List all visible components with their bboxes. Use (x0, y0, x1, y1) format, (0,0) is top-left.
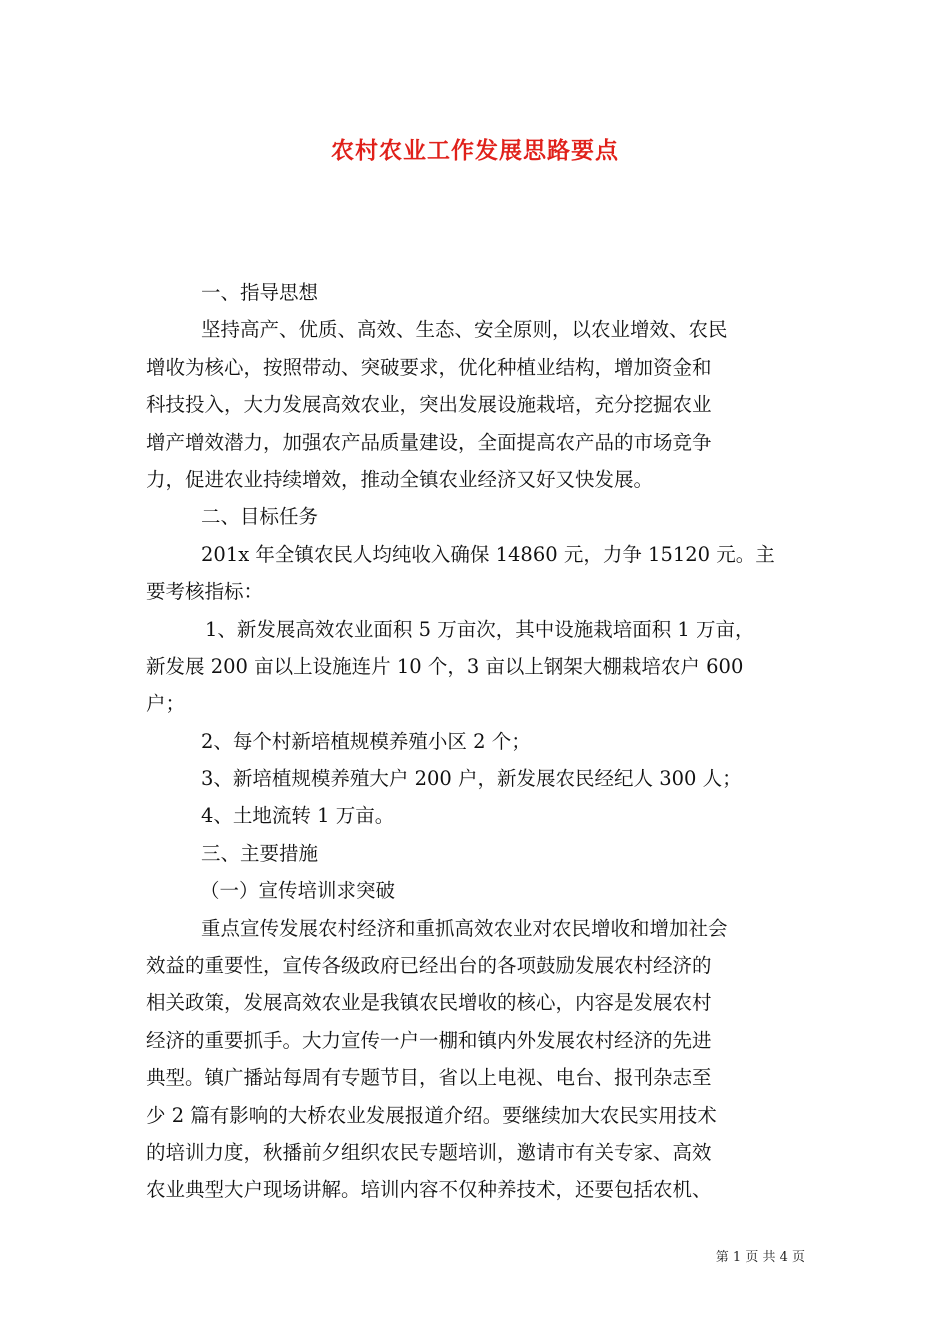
subsection-heading: （一）宣传培训求突破 (200, 879, 396, 903)
paragraph-line: 效益的重要性，宣传各级政府已经出台的各项鼓励发展农村经济的 (146, 954, 712, 978)
list-item-line: 4、土地流转 1 万亩。 (201, 804, 395, 828)
paragraph-line: 重点宣传发展农村经济和重抓高效农业对农民增收和增加社会 (201, 916, 728, 940)
paragraph-line: 坚持高产、优质、高效、生态、安全原则，以农业增效、农民 (201, 318, 728, 342)
document-title: 农村农业工作发展思路要点 (331, 137, 619, 164)
paragraph-line: 力，促进农业持续增效，推动全镇农业经济又好又快发展。 (146, 467, 654, 491)
paragraph-line: 典型。镇广播站每周有专题节目，省以上电视、电台、报刊杂志至 (146, 1066, 712, 1090)
list-item-line: 户； (146, 692, 186, 716)
list-item-line: 2、每个村新培植规模养殖小区 2 个； (201, 729, 531, 753)
paragraph-line: 经济的重要抓手。大力宣传一户一棚和镇内外发展农村经济的先进 (146, 1028, 712, 1052)
section-heading: 一、指导思想 (201, 281, 319, 304)
list-item-line: 3、新培植规模养殖大户 200 户，新发展农民经纪人 300 人； (201, 767, 742, 791)
paragraph-line: 的培训力度，秋播前夕组织农民专题培训，邀请市有关专家、高效 (146, 1140, 712, 1164)
section-heading: 二、目标任务 (201, 505, 319, 529)
paragraph-line: 增产增效潜力，加强农产品质量建设，全面提高农产品的市场竞争 (146, 430, 712, 454)
paragraph-line: 科技投入，大力发展高效农业，突出发展设施栽培，充分挖掘农业 (146, 393, 712, 417)
paragraph-line: 相关政策，发展高效农业是我镇农民增收的核心，内容是发展农村 (146, 991, 712, 1015)
paragraph-line: 201x 年全镇农民人均纯收入确保 14860 元，力争 15120 元。主 (201, 542, 775, 566)
paragraph-line: 要考核指标： (146, 580, 264, 604)
paragraph-line: 农业典型大户现场讲解。培训内容不仅种养技术，还要包括农机、 (146, 1178, 712, 1202)
paragraph-line: 增收为核心，按照带动、突破要求，优化种植业结构，增加资金和 (146, 355, 712, 379)
page-number: 第 1 页 共 4 页 (715, 1250, 805, 1265)
list-item-line: 1、新发展高效农业面积 5 万亩次，其中设施栽培面积 1 万亩， (205, 617, 755, 641)
paragraph-line: 少 2 篇有影响的大桥农业发展报道介绍。要继续加大农民实用技术 (146, 1103, 717, 1127)
document-body (146, 274, 812, 1209)
list-item-line: 新发展 200 亩以上设施连片 10 个，3 亩以上钢架大棚栽培农户 600 (146, 654, 744, 678)
section-heading: 三、主要措施 (201, 841, 319, 865)
